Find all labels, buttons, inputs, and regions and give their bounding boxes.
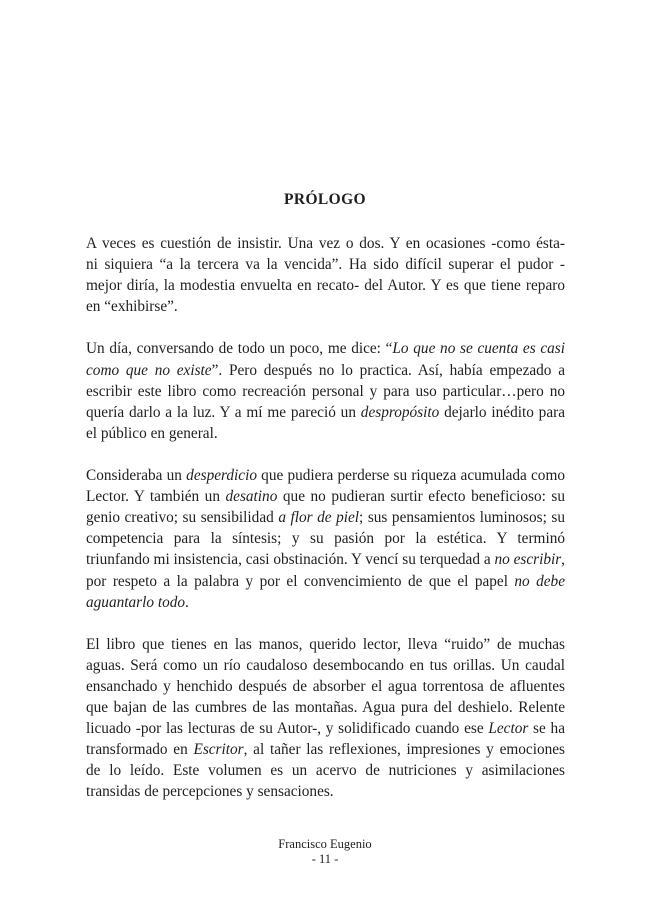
text-segment: competencia para la síntesis; y su pasión por la estética. Y terminó	[86, 530, 565, 548]
text-line	[86, 528, 565, 549]
italic-text: aguantarlo todo	[86, 593, 186, 611]
text-line	[86, 486, 565, 507]
text-segment: escribir este libro como recreación personal y para uso particular…pero no	[86, 382, 565, 400]
text-segment: que pudiera perderse su riqueza acumulada como	[256, 467, 565, 485]
paragraph	[86, 634, 565, 803]
text-segment: de lo leído. Este volumen es un acervo de nutriciones y asimilaciones	[86, 762, 565, 780]
italic-text: a flor de piel	[278, 509, 360, 527]
text-segment: transidas de percepciones y sensaciones.	[86, 783, 334, 801]
italic-text: despropósito	[360, 403, 440, 421]
italic-text: desatino	[225, 488, 278, 506]
text-line	[86, 381, 565, 402]
text-segment: que no pudieran surtir efecto beneficioso: su	[277, 488, 565, 506]
italic-text: desperdicio	[186, 467, 257, 485]
text-line	[86, 676, 565, 697]
text-segment: transformado en	[86, 741, 194, 759]
text-segment: por respeto a la palabra y por el convencimiento de que el papel	[86, 572, 515, 590]
text-line	[86, 655, 565, 676]
text-line	[86, 760, 565, 781]
text-segment: ; sus pensamientos luminosos; su	[359, 509, 565, 527]
paragraph	[86, 338, 565, 443]
italic-text: no escribir	[494, 551, 562, 569]
text-segment: en “exhibirse”.	[86, 298, 178, 316]
footer-page-number: - 11 -	[311, 852, 339, 866]
text-segment: triunfando mi insistencia, casi obstinación. Y vencí su terquedad a	[86, 551, 495, 569]
footer-author: Francisco Eugenio	[278, 837, 372, 851]
text-line	[86, 360, 565, 381]
text-segment: Un día, conversando de todo un poco, me dice: “	[86, 340, 393, 358]
italic-text: Escritor	[193, 741, 244, 759]
text-line	[86, 465, 565, 486]
italic-text: no debe	[514, 572, 565, 590]
text-segment: El libro que tienes en las manos, querido lector, lleva “ruido” de muchas	[86, 635, 565, 653]
body-text	[86, 233, 565, 824]
text-line	[86, 592, 565, 613]
page-footer	[0, 837, 650, 867]
text-segment: ensanchado y henchido después de absorber el agua torrentosa de afluentes	[86, 677, 565, 695]
text-line	[86, 549, 565, 570]
text-line	[86, 296, 565, 317]
text-segment: Lector. Y también un	[86, 488, 226, 506]
text-line	[86, 423, 565, 444]
text-segment: genio creativo; su sensibilidad	[86, 509, 279, 527]
chapter-title: PRÓLOGO	[283, 191, 367, 208]
text-line	[86, 781, 565, 802]
text-line	[86, 697, 565, 718]
text-line	[86, 254, 565, 275]
text-segment: ,	[561, 551, 565, 569]
text-segment: quería darlo a la luz. Y a mí me pareció un	[86, 403, 361, 421]
text-segment: se ha	[528, 720, 565, 738]
text-line	[86, 634, 565, 655]
italic-text: como que no existe	[86, 361, 212, 379]
text-segment: el público en general.	[86, 424, 218, 442]
paragraph	[86, 465, 565, 613]
text-line	[86, 402, 565, 423]
text-segment: aguas. Será como un río caudaloso desembocando en tus orillas. Un caudal	[86, 656, 565, 674]
text-line	[86, 338, 565, 359]
text-line	[86, 739, 565, 760]
paragraph	[86, 233, 565, 317]
text-segment: mejor diría, la modestia envuelta en recato- del Autor. Y es que tiene reparo	[86, 277, 565, 295]
text-line	[86, 571, 565, 592]
italic-text: Lector	[488, 720, 529, 738]
text-line	[86, 233, 565, 254]
text-segment: dejarlo inédito para	[439, 403, 565, 421]
text-segment: A veces es cuestión de insistir. Una vez o dos. Y en ocasiones -como ésta-	[86, 235, 565, 252]
text-segment: Consideraba un	[86, 467, 187, 485]
text-line	[86, 507, 565, 528]
text-segment: ni siquiera “a la tercera va la vencida”. Ha sido difícil superar el pudor -	[86, 256, 565, 274]
text-segment: licuado -por las lecturas de su Autor-, y solidificado cuando ese	[86, 720, 489, 738]
text-line	[86, 275, 565, 296]
text-segment: .	[185, 593, 189, 611]
text-segment: , al tañer las reflexiones, impresiones y emociones	[243, 741, 565, 759]
text-segment: que bajan de las cumbres de las montañas. Agua pura del deshielo. Relente	[86, 699, 565, 717]
text-line	[86, 718, 565, 739]
text-segment: ”. Pero después no lo practica. Así, había empezado a	[211, 361, 565, 379]
italic-text: Lo que no se cuenta es casi	[392, 340, 565, 358]
